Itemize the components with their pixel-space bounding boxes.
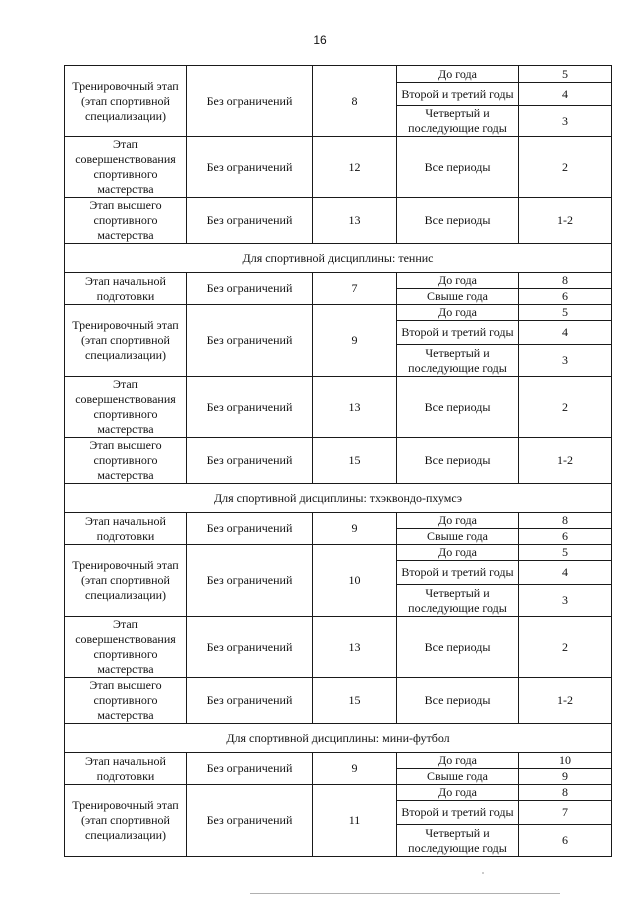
period-cell: Второй и третий годы xyxy=(397,561,519,585)
table-row xyxy=(65,545,612,561)
age-limit-cell: Без ограничений xyxy=(187,273,313,305)
table-row xyxy=(65,273,612,289)
period-cell: До года xyxy=(397,785,519,801)
count-cell: 2 xyxy=(519,377,612,438)
count-cell: 2 xyxy=(519,617,612,678)
stage-name-cell: Этап начальной подготовки xyxy=(65,753,187,785)
count-cell: 1-2 xyxy=(519,438,612,484)
count-cell: 3 xyxy=(519,106,612,137)
period-cell: Второй и третий годы xyxy=(397,801,519,825)
age-limit-cell: Без ограничений xyxy=(187,617,313,678)
age-limit-cell: Без ограничений xyxy=(187,305,313,377)
stage-name-cell: Этап высшего спортивного мастерства xyxy=(65,198,187,244)
table-row xyxy=(65,753,612,769)
value-cell: 11 xyxy=(313,785,397,857)
period-cell: Все периоды xyxy=(397,438,519,484)
count-cell: 8 xyxy=(519,513,612,529)
period-cell: До года xyxy=(397,545,519,561)
period-cell: Четвертый и последующие годы xyxy=(397,106,519,137)
period-cell: Все периоды xyxy=(397,137,519,198)
training-stages-table xyxy=(64,65,612,857)
period-cell: До года xyxy=(397,66,519,83)
section-title: Для спортивной дисциплины: мини-футбол xyxy=(65,724,612,753)
table-row xyxy=(65,513,612,529)
age-limit-cell: Без ограничений xyxy=(187,753,313,785)
period-cell: Второй и третий годы xyxy=(397,83,519,106)
count-cell: 4 xyxy=(519,561,612,585)
count-cell: 1-2 xyxy=(519,198,612,244)
stage-name-cell: Этап совершенствования спортивного мастерства xyxy=(65,617,187,678)
table-row xyxy=(65,785,612,801)
count-cell: 4 xyxy=(519,83,612,106)
scan-speck xyxy=(482,872,484,874)
count-cell: 1-2 xyxy=(519,678,612,724)
period-cell: Свыше года xyxy=(397,289,519,305)
value-cell: 9 xyxy=(313,753,397,785)
value-cell: 12 xyxy=(313,137,397,198)
period-cell: До года xyxy=(397,753,519,769)
period-cell: Четвертый и последующие годы xyxy=(397,585,519,617)
count-cell: 8 xyxy=(519,785,612,801)
age-limit-cell: Без ограничений xyxy=(187,678,313,724)
period-cell: До года xyxy=(397,273,519,289)
period-cell: Четвертый и последующие годы xyxy=(397,345,519,377)
count-cell: 5 xyxy=(519,66,612,83)
age-limit-cell: Без ограничений xyxy=(187,438,313,484)
period-cell: До года xyxy=(397,305,519,321)
table-row xyxy=(65,66,612,83)
count-cell: 5 xyxy=(519,305,612,321)
section-row xyxy=(65,244,612,273)
age-limit-cell: Без ограничений xyxy=(187,198,313,244)
period-cell: Все периоды xyxy=(397,678,519,724)
stage-name-cell: Этап высшего спортивного мастерства xyxy=(65,438,187,484)
count-cell: 3 xyxy=(519,585,612,617)
age-limit-cell: Без ограничений xyxy=(187,137,313,198)
section-row xyxy=(65,484,612,513)
count-cell: 4 xyxy=(519,321,612,345)
period-cell: Четвертый и последующие годы xyxy=(397,825,519,857)
count-cell: 2 xyxy=(519,137,612,198)
value-cell: 9 xyxy=(313,513,397,545)
value-cell: 10 xyxy=(313,545,397,617)
count-cell: 6 xyxy=(519,825,612,857)
value-cell: 15 xyxy=(313,438,397,484)
stage-name-cell: Тренировочный этап (этап спортивной специализации) xyxy=(65,66,187,137)
stage-name-cell: Этап начальной подготовки xyxy=(65,273,187,305)
table-row xyxy=(65,198,612,244)
period-cell: Все периоды xyxy=(397,377,519,438)
value-cell: 8 xyxy=(313,66,397,137)
table-row xyxy=(65,137,612,198)
table-row xyxy=(65,438,612,484)
table-row xyxy=(65,305,612,321)
count-cell: 5 xyxy=(519,545,612,561)
section-row xyxy=(65,724,612,753)
value-cell: 13 xyxy=(313,377,397,438)
period-cell: Все периоды xyxy=(397,617,519,678)
count-cell: 9 xyxy=(519,769,612,785)
age-limit-cell: Без ограничений xyxy=(187,545,313,617)
stage-name-cell: Этап высшего спортивного мастерства xyxy=(65,678,187,724)
stage-name-cell: Тренировочный этап (этап спортивной специализации) xyxy=(65,785,187,857)
count-cell: 6 xyxy=(519,529,612,545)
period-cell: Второй и третий годы xyxy=(397,321,519,345)
count-cell: 8 xyxy=(519,273,612,289)
value-cell: 9 xyxy=(313,305,397,377)
value-cell: 13 xyxy=(313,617,397,678)
value-cell: 13 xyxy=(313,198,397,244)
value-cell: 7 xyxy=(313,273,397,305)
age-limit-cell: Без ограничений xyxy=(187,377,313,438)
period-cell: Свыше года xyxy=(397,529,519,545)
age-limit-cell: Без ограничений xyxy=(187,513,313,545)
footer-rule xyxy=(250,893,560,894)
table-row xyxy=(65,617,612,678)
table-row xyxy=(65,377,612,438)
stage-name-cell: Этап начальной подготовки xyxy=(65,513,187,545)
value-cell: 15 xyxy=(313,678,397,724)
stage-name-cell: Тренировочный этап (этап спортивной специализации) xyxy=(65,305,187,377)
page-number: 16 xyxy=(313,33,327,47)
count-cell: 6 xyxy=(519,289,612,305)
stage-name-cell: Тренировочный этап (этап спортивной специализации) xyxy=(65,545,187,617)
stage-name-cell: Этап совершенствования спортивного мастерства xyxy=(65,377,187,438)
age-limit-cell: Без ограничений xyxy=(187,66,313,137)
table-row xyxy=(65,678,612,724)
count-cell: 10 xyxy=(519,753,612,769)
section-title: Для спортивной дисциплины: теннис xyxy=(65,244,612,273)
count-cell: 3 xyxy=(519,345,612,377)
period-cell: Свыше года xyxy=(397,769,519,785)
age-limit-cell: Без ограничений xyxy=(187,785,313,857)
period-cell: Все периоды xyxy=(397,198,519,244)
section-title: Для спортивной дисциплины: тхэквондо-пхумсэ xyxy=(65,484,612,513)
stage-name-cell: Этап совершенствования спортивного мастерства xyxy=(65,137,187,198)
period-cell: До года xyxy=(397,513,519,529)
count-cell: 7 xyxy=(519,801,612,825)
